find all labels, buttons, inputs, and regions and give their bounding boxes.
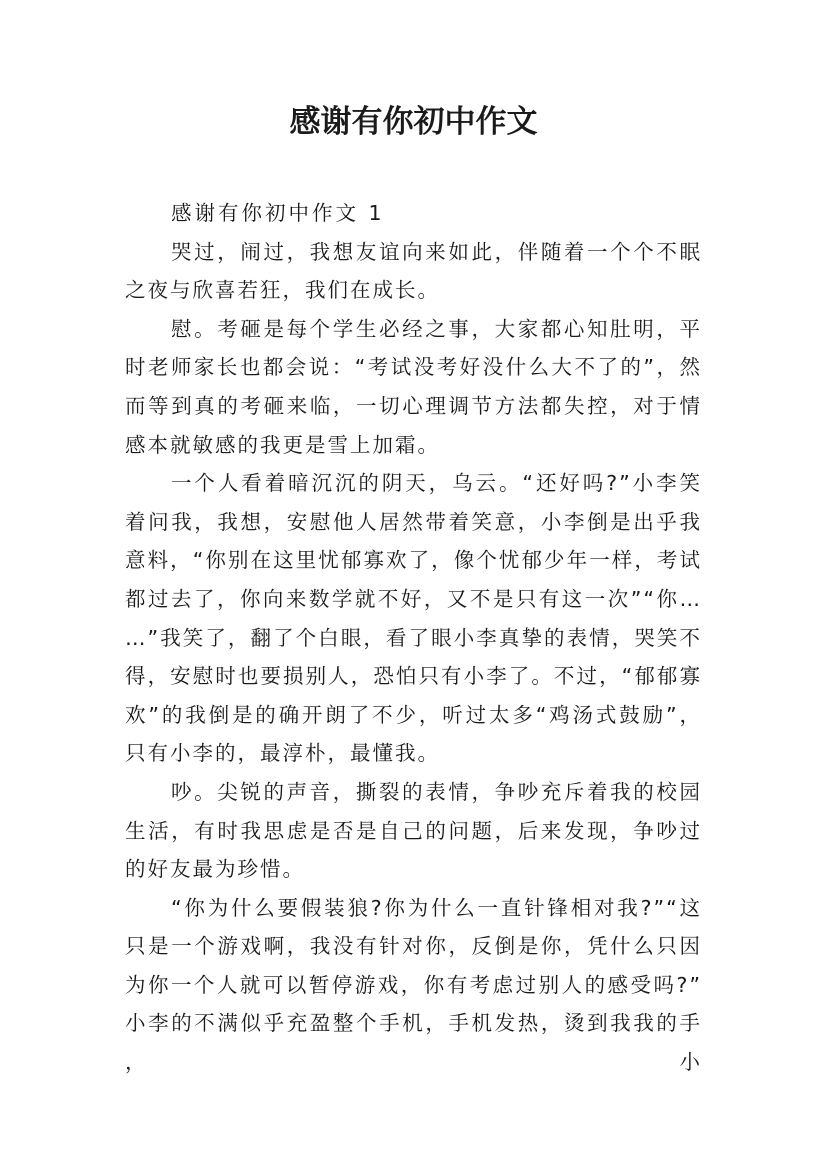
- section-heading: 感谢有你初中作文 1: [171, 201, 385, 225]
- paragraph-2: 慰。考砸是每个学生必经之事，大家都心知肚明，平时老师家长也都会说：“考试没考好没什么大不了的”，然而等到真的考砸来临，一切心理调节方法都失控，对于情感本就敏感的我更是雪上加霜。: [125, 316, 702, 457]
- paragraph-1: 哭过，闹过，我想友谊向来如此，伴随着一个个不眠之夜与欣喜若狂，我们在成长。: [125, 239, 702, 303]
- paragraph-3: 一个人看着暗沉沉的阴天，乌云。“还好吗?”小李笑着问我，我想，安慰他人居然带着笑意，小李倒是出乎我意料，“你别在这里忧郁寡欢了，像个忧郁少年一样，考试都过去了，你向来数学就不好，又不是只有这一次”“你……”我笑了，翻了个白眼，看了眼小李真挚的表情，哭笑不得，安慰时也要损别人，恐怕只有小李了。不过，“郁郁寡欢”的我倒是的确开朗了不少，听过太多“鸡汤式鼓励”，只有小李的，最淳朴，最懂我。: [125, 471, 702, 766]
- page-title: 感谢有你初中作文: [289, 104, 538, 140]
- paragraph-5: “你为什么要假装狼?你为什么一直针锋相对我?”“这只是一个游戏啊，我没有针对你，反倒是你，凭什么只因为你一个人就可以暂停游戏，你有考虑过别人的感受吗?”小李的不满似乎充盈整个手机，手机发热，烫到我我的手，小: [125, 895, 702, 1075]
- paragraph-4: 吵。尖锐的声音，撕裂的表情，争吵充斥着我的校园生活，有时我思虑是否是自己的问题，后来发现，争吵过的好友最为珍惜。: [125, 779, 702, 882]
- essay-body: [125, 194, 702, 1082]
